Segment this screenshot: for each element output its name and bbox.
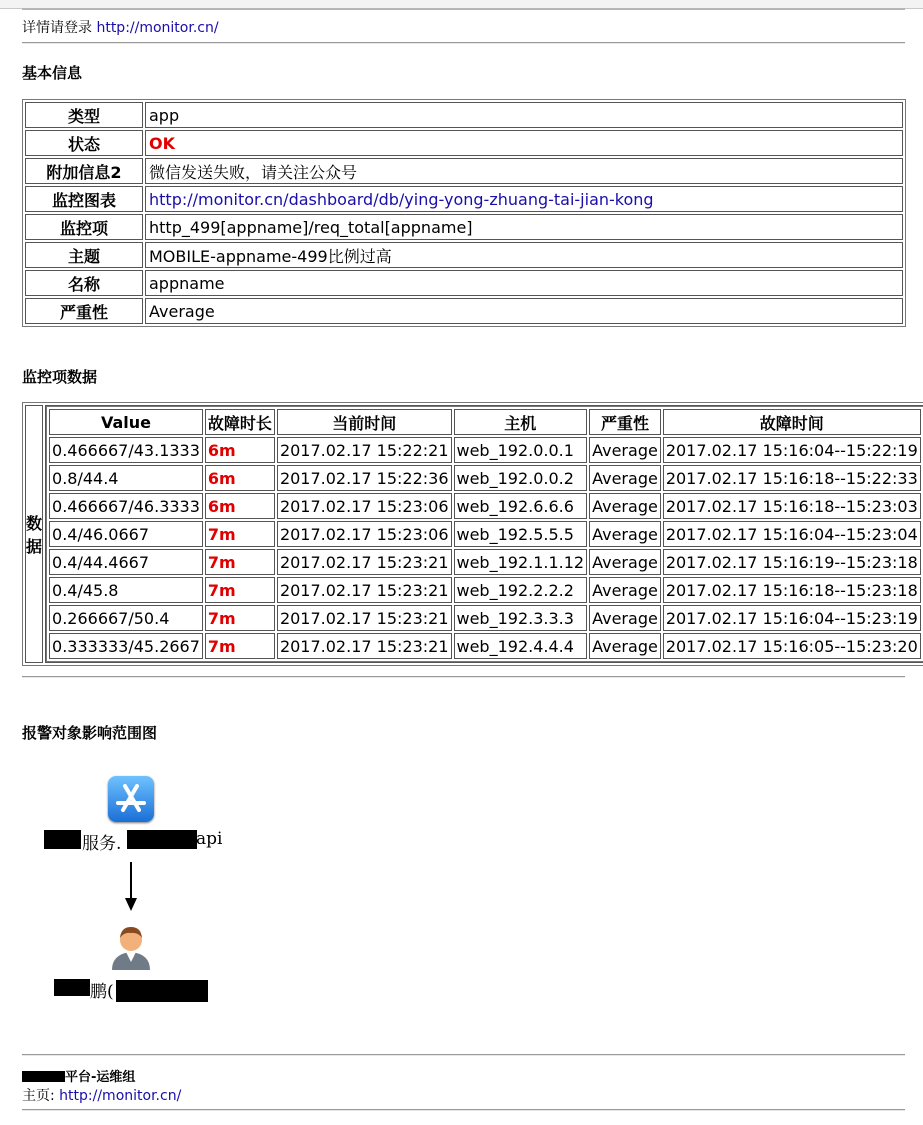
service-node-label-tail: api [196, 829, 223, 849]
redacted-block [116, 980, 208, 1002]
table-cell: Average [589, 437, 661, 463]
footer-home-label: 主页: [22, 1088, 55, 1104]
table-cell: Average [589, 493, 661, 519]
table-cell: 2017.02.17 15:16:04--15:23:19 [663, 605, 921, 631]
arrow-down-icon [125, 898, 137, 911]
table-cell: 2017.02.17 15:22:36 [277, 465, 452, 491]
table-row [49, 465, 921, 491]
table-cell: 0.333333/45.2667 [49, 633, 203, 659]
info-value: MOBILE-appname-499比例过高 [149, 246, 392, 266]
service-node-label: 服务. [82, 834, 122, 854]
monitor-data-inner-table [46, 406, 923, 662]
basic-info-heading: 基本信息 [22, 64, 83, 82]
table-cell: 2017.02.17 15:23:06 [277, 493, 452, 519]
table-cell: web_192.1.1.12 [454, 549, 588, 575]
table-cell: 0.8/44.4 [49, 465, 203, 491]
info-value: appname [149, 273, 225, 293]
duration-cell: 6m [205, 437, 275, 463]
column-header: 严重性 [589, 409, 661, 435]
duration-cell: 7m [205, 633, 275, 659]
table-cell: Average [589, 549, 661, 575]
duration-cell: 7m [205, 521, 275, 547]
divider [22, 1054, 905, 1056]
table-cell: 0.4/46.0667 [49, 521, 203, 547]
table-cell: 2017.02.17 15:16:18--15:23:03 [663, 493, 921, 519]
table-header-row [49, 409, 921, 435]
table-cell: Average [589, 521, 661, 547]
info-row [25, 298, 903, 324]
table-cell: 2017.02.17 15:16:05--15:23:20 [663, 633, 921, 659]
info-key: 监控图表 [25, 186, 143, 212]
data-side-label: 数据 [25, 405, 43, 663]
table-cell: 2017.02.17 15:16:18--15:23:18 [663, 577, 921, 603]
table-row [49, 493, 921, 519]
table-cell: 0.4/45.8 [49, 577, 203, 603]
duration-cell: 7m [205, 549, 275, 575]
column-header: 故障时长 [205, 409, 275, 435]
table-cell: 0.466667/43.1333 [49, 437, 203, 463]
table-row [49, 549, 921, 575]
login-prompt: 详情请登录 [22, 20, 92, 36]
table-cell: 0.466667/46.3333 [49, 493, 203, 519]
info-value: app [149, 105, 180, 125]
info-key: 主题 [25, 242, 143, 268]
info-key: 状态 [25, 130, 143, 156]
column-header: 故障时间 [663, 409, 921, 435]
info-value-cell [145, 270, 903, 296]
user-icon[interactable] [108, 922, 154, 970]
info-value-cell [145, 214, 903, 240]
info-value-cell [145, 158, 903, 184]
info-value: http_499[appname]/req_total[appname] [149, 217, 473, 237]
data-table-cell [45, 405, 923, 663]
top-divider [22, 8, 905, 10]
basic-info-table [22, 99, 906, 327]
duration-cell: 6m [205, 493, 275, 519]
table-cell: 0.266667/50.4 [49, 605, 203, 631]
info-row [25, 270, 903, 296]
login-link[interactable]: http://monitor.cn/ [96, 20, 219, 36]
table-cell: 2017.02.17 15:23:21 [277, 549, 452, 575]
column-header: 当前时间 [277, 409, 452, 435]
column-header: Value [49, 409, 203, 435]
info-value-cell [145, 102, 903, 128]
info-row [25, 214, 903, 240]
table-cell: web_192.3.3.3 [454, 605, 588, 631]
table-cell: web_192.2.2.2 [454, 577, 588, 603]
info-key: 类型 [25, 102, 143, 128]
table-cell: 0.4/44.4667 [49, 549, 203, 575]
duration-cell: 6m [205, 465, 275, 491]
table-cell: Average [589, 465, 661, 491]
table-cell: web_192.0.0.2 [454, 465, 588, 491]
table-cell: 2017.02.17 15:23:06 [277, 521, 452, 547]
info-value-cell [145, 242, 903, 268]
table-cell: 2017.02.17 15:16:18--15:22:33 [663, 465, 921, 491]
status-badge: OK [149, 133, 175, 153]
table-cell: Average [589, 605, 661, 631]
table-cell: 2017.02.17 15:23:21 [277, 605, 452, 631]
info-row [25, 158, 903, 184]
footer-home-link[interactable]: http://monitor.cn/ [59, 1088, 182, 1104]
footer-org-label: 平台-运维组 [65, 1070, 136, 1085]
monitor-data-table [22, 402, 923, 666]
table-row [49, 633, 921, 659]
table-cell: Average [589, 577, 661, 603]
duration-cell: 7m [205, 605, 275, 631]
divider [22, 42, 905, 44]
info-value-cell [145, 298, 903, 324]
divider [22, 676, 905, 678]
footer-org [22, 1066, 135, 1085]
column-header: 主机 [454, 409, 588, 435]
graph-edge [130, 862, 132, 902]
table-cell: web_192.6.6.6 [454, 493, 588, 519]
redacted-block [22, 1071, 65, 1082]
table-row [49, 577, 921, 603]
info-value-cell [145, 130, 903, 156]
person-node-label: 鹏( [90, 982, 114, 1002]
app-store-icon[interactable] [108, 776, 154, 822]
table-cell: web_192.0.0.1 [454, 437, 588, 463]
table-row [49, 521, 921, 547]
table-cell: 2017.02.17 15:23:21 [277, 577, 452, 603]
table-cell: 2017.02.17 15:16:19--15:23:18 [663, 549, 921, 575]
footer-home [22, 1085, 181, 1105]
table-cell: 2017.02.17 15:16:04--15:23:04 [663, 521, 921, 547]
table-row [49, 605, 921, 631]
info-key: 名称 [25, 270, 143, 296]
info-row [25, 242, 903, 268]
info-key: 监控项 [25, 214, 143, 240]
info-key: 严重性 [25, 298, 143, 324]
redacted-block [44, 830, 81, 849]
table-cell: web_192.4.4.4 [454, 633, 588, 659]
table-cell: web_192.5.5.5 [454, 521, 588, 547]
dashboard-link[interactable]: http://monitor.cn/dashboard/db/ying-yong-zhuang-tai-jian-kong [149, 189, 654, 209]
impact-graph-heading: 报警对象影响范围图 [22, 724, 158, 742]
info-row [25, 186, 903, 212]
table-cell: 2017.02.17 15:22:21 [277, 437, 452, 463]
redacted-block [127, 830, 197, 849]
redacted-block [54, 979, 90, 996]
table-cell: 2017.02.17 15:16:04--15:22:19 [663, 437, 921, 463]
info-value-cell [145, 186, 903, 212]
info-value: 微信发送失败，请关注公众号 [149, 162, 358, 182]
info-value: Average [149, 301, 215, 321]
info-key: 附加信息2 [25, 158, 143, 184]
info-row [25, 102, 903, 128]
table-cell: 2017.02.17 15:23:21 [277, 633, 452, 659]
duration-cell: 7m [205, 577, 275, 603]
table-cell: Average [589, 633, 661, 659]
table-row [49, 437, 921, 463]
info-row [25, 130, 903, 156]
monitor-data-heading: 监控项数据 [22, 368, 98, 386]
login-line [22, 17, 219, 37]
divider [22, 1109, 905, 1111]
